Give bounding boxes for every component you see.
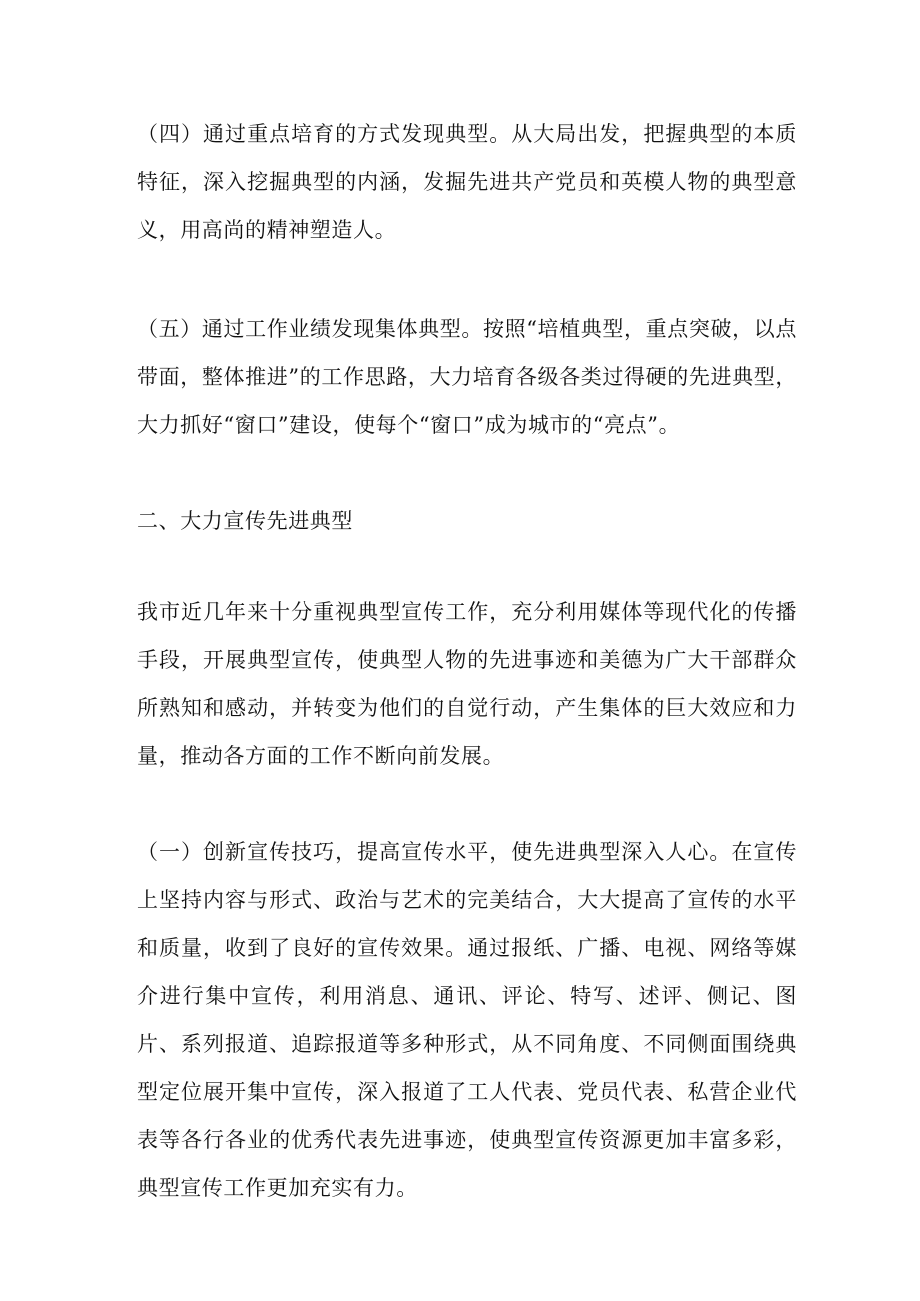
paragraph-section-5: （五）通过工作业绩发现集体典型。按照“培植典型，重点突破，以点带面，整体推进”的工作思路，大力培育各级各类过得硬的先进典型，大力抓好“窗口”建设，使每个“窗口”成为城市的“亮点”。 (137, 317, 797, 437)
paragraph-section-4: （四）通过重点培育的方式发现典型。从大局出发，把握典型的本质特征，深入挖掘典型的内涵，发掘先进共产党员和英模人物的典型意义，用高尚的精神塑造人。 (137, 122, 797, 242)
paragraph-intro: 我市近几年来十分重视典型宣传工作，充分利用媒体等现代化的传播手段，开展典型宣传，使典型人物的先进事迹和美德为广大干部群众所熟知和感动，并转变为他们的自觉行动，产生集体的巨大效应和力量，推动各方面的工作不断向前发展。 (137, 600, 797, 768)
paragraph-subsection-1: （一）创新宣传技巧，提高宣传水平，使先进典型深入人心。在宣传上坚持内容与形式、政治与艺术的完美结合，大大提高了宣传的水平和质量，收到了良好的宣传效果。通过报纸、广播、电视、网络等媒介进行集中宣传，利用消息、通讯、评论、特写、述评、侧记、图片、系列报道、追踪报道等多种形式，从不同角度、不同侧面围绕典型定位展开集中宣传，深入报道了工人代表、党员代表、私营企业代表等各行各业的优秀代表先进事迹，使典型宣传资源更加丰富多彩，典型宣传工作更加充实有力。 (137, 840, 797, 1200)
section-heading-2: 二、大力宣传先进典型 (137, 509, 353, 533)
